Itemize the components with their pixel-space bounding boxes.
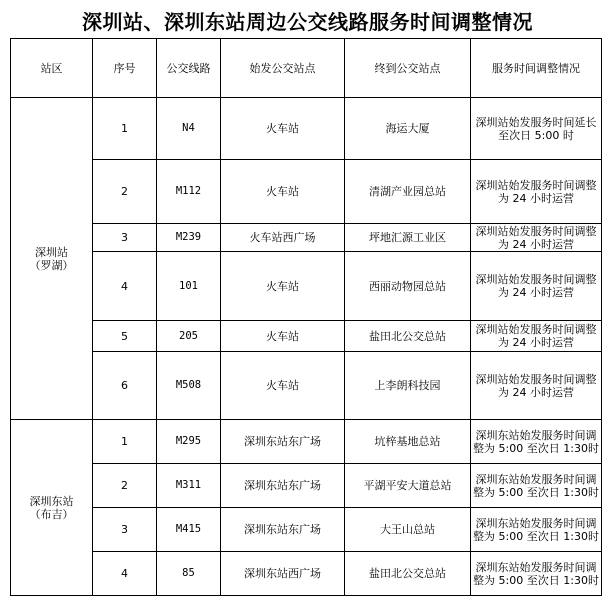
- start-stop: 深圳东站东广场: [221, 420, 345, 464]
- row-number: 2: [93, 464, 157, 508]
- header-row: [11, 39, 602, 98]
- service-change: 深圳站始发服务时间调整为 24 小时运营: [471, 160, 602, 224]
- station-name: 深圳东站: [29, 494, 74, 508]
- table-row: [11, 252, 602, 321]
- route-code: M415: [157, 508, 221, 552]
- service-change: 深圳站始发服务时间调整为 24 小时运营: [471, 352, 602, 420]
- service-change: 深圳站始发服务时间调整为 24 小时运营: [471, 224, 602, 252]
- row-number: 4: [93, 552, 157, 596]
- station-cell: [11, 420, 93, 596]
- end-stop: 大王山总站: [345, 508, 471, 552]
- end-stop: 坪地汇源工业区: [345, 224, 471, 252]
- end-stop: 盐田北公交总站: [345, 321, 471, 352]
- route-code: M295: [157, 420, 221, 464]
- start-stop: 深圳东站东广场: [221, 508, 345, 552]
- start-stop: 深圳东站西广场: [221, 552, 345, 596]
- end-stop: 平湖平安大道总站: [345, 464, 471, 508]
- route-code: 85: [157, 552, 221, 596]
- route-code: M508: [157, 352, 221, 420]
- service-change: 深圳站始发服务时间调整为 24 小时运营: [471, 252, 602, 321]
- row-number: 3: [93, 508, 157, 552]
- service-change: 深圳东站始发服务时间调整为 5:00 至次日 1:30时: [471, 508, 602, 552]
- header-number: 序号: [93, 39, 157, 98]
- service-change: 深圳东站始发服务时间调整为 5:00 至次日 1:30时: [471, 420, 602, 464]
- table-row: [11, 352, 602, 420]
- header-change: 服务时间调整情况: [471, 39, 602, 98]
- table-row: [11, 160, 602, 224]
- service-change: 深圳东站始发服务时间调整为 5:00 至次日 1:30时: [471, 552, 602, 596]
- table-row: [11, 420, 602, 464]
- header-end-stop: 终到公交站点: [345, 39, 471, 98]
- end-stop: 清湖产业园总站: [345, 160, 471, 224]
- route-code: 205: [157, 321, 221, 352]
- header-route: 公交线路: [157, 39, 221, 98]
- table-row: [11, 552, 602, 596]
- service-change: 深圳站始发服务时间延长至次日 5:00 时: [471, 98, 602, 160]
- service-change: 深圳东站始发服务时间调整为 5:00 至次日 1:30时: [471, 464, 602, 508]
- end-stop: 上李朗科技园: [345, 352, 471, 420]
- table-row: [11, 464, 602, 508]
- header-station: 站区: [11, 39, 93, 98]
- start-stop: 火车站: [221, 352, 345, 420]
- route-code: M239: [157, 224, 221, 252]
- route-code: 101: [157, 252, 221, 321]
- bus-schedule-table: [10, 38, 602, 596]
- start-stop: 火车站: [221, 160, 345, 224]
- service-change: 深圳站始发服务时间调整为 24 小时运营: [471, 321, 602, 352]
- end-stop: 坑梓基地总站: [345, 420, 471, 464]
- start-stop: 火车站: [221, 321, 345, 352]
- end-stop: 西丽动物园总站: [345, 252, 471, 321]
- page-title: 深圳站、深圳东站周边公交线路服务时间调整情况: [82, 10, 533, 34]
- start-stop: 深圳东站东广场: [221, 464, 345, 508]
- station-district: （布吉）: [29, 507, 74, 521]
- row-number: 6: [93, 352, 157, 420]
- end-stop: 盐田北公交总站: [345, 552, 471, 596]
- station-district: （罗湖）: [29, 258, 74, 272]
- table-row: [11, 224, 602, 252]
- row-number: 5: [93, 321, 157, 352]
- station-name: 深圳站: [35, 245, 68, 259]
- start-stop: 火车站: [221, 98, 345, 160]
- row-number: 4: [93, 252, 157, 321]
- table-row: [11, 508, 602, 552]
- station-cell: [11, 98, 93, 420]
- row-number: 3: [93, 224, 157, 252]
- end-stop: 海运大厦: [345, 98, 471, 160]
- route-code: N4: [157, 98, 221, 160]
- table-row: [11, 321, 602, 352]
- row-number: 2: [93, 160, 157, 224]
- start-stop: 火车站西广场: [221, 224, 345, 252]
- row-number: 1: [93, 420, 157, 464]
- route-code: M311: [157, 464, 221, 508]
- row-number: 1: [93, 98, 157, 160]
- table-row: [11, 98, 602, 160]
- route-code: M112: [157, 160, 221, 224]
- header-start-stop: 始发公交站点: [221, 39, 345, 98]
- start-stop: 火车站: [221, 252, 345, 321]
